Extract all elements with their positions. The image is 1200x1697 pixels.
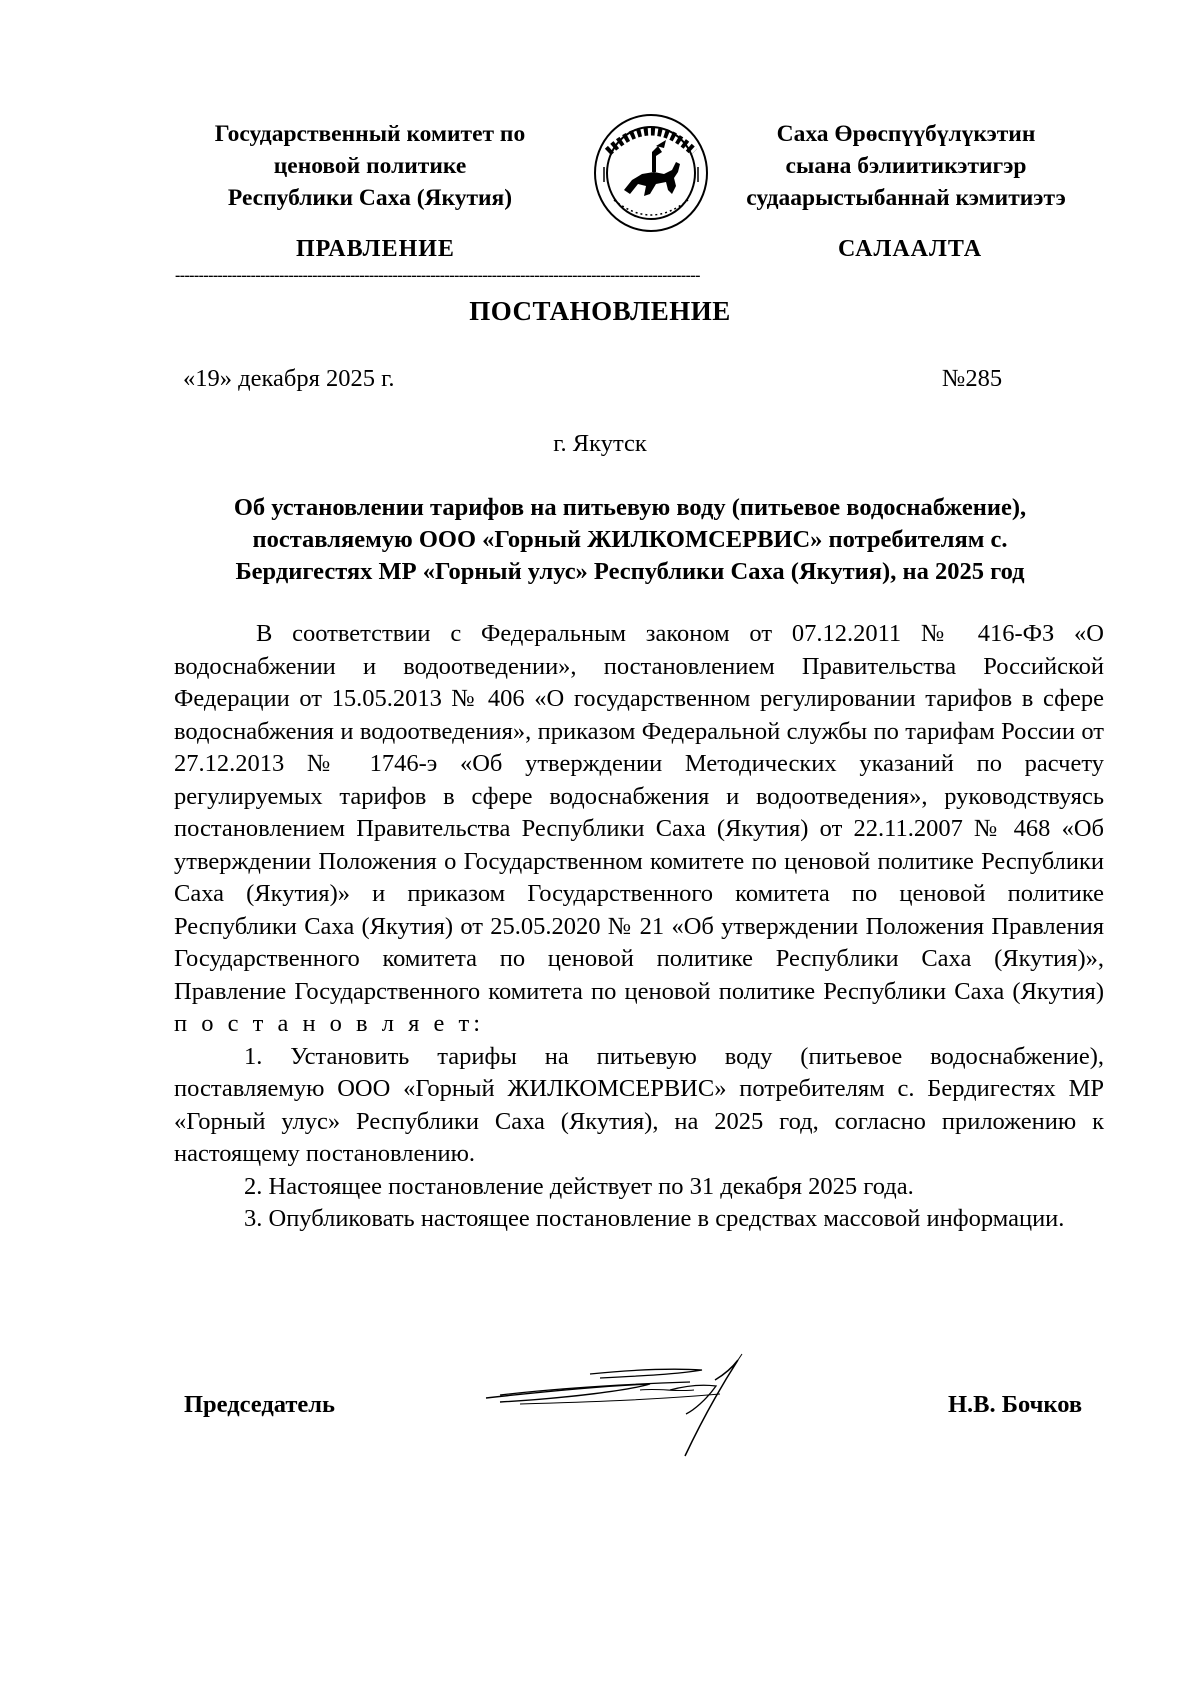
document-title: ПОСТАНОВЛЕНИЕ (469, 296, 731, 326)
header-separator: --------------------------------------------------------------------------------------------------------------- (175, 270, 700, 282)
document-number: №285 (942, 365, 1003, 392)
header-left-organization (184, 118, 556, 214)
signatory-name: Н.В. Бочков (948, 1391, 1083, 1418)
resolves-text: п о с т а н о в л я е т: (174, 1010, 485, 1037)
signatory-title: Председатель (184, 1391, 335, 1418)
subject-line: поставляемую ООО «Горный ЖИЛКОМСЕРВИС» потребителям с. (252, 526, 1008, 553)
document-date: «19» декабря 2025 г. (183, 365, 395, 392)
document-body (174, 618, 1104, 1236)
resolution-item: 2. Настоящее постановление действует по 31 декабря 2025 года. (244, 1172, 914, 1200)
preamble-text: В соответствии с Федеральным законом от 07.12.2011 № 416-ФЗ «О водоснабжении и водоотведении», постановлением Правительства Российской Федерации от 15.05.2013 № 406 «О государственном регулировании тарифов в сфере водоснабжения и водоотведения», приказом Федеральной службы по тарифам России от 27.12.2013 № 1746-э «Об утверждении Методических указаний по расчету регулируемых тарифов в сфере водоснабжения и водоотведения», руководствуясь постановлением Правительства Республики Саха (Якутия) от 22.11.2007 № 468 «Об утверждении Положения о Государственном комитете по ценовой политике Республики Саха (Якутия)» и приказом Государственного комитета по ценовой политике Республики Саха (Якутия) от 25.05.2020 № 21 «Об утверждении Положения Правления Государственного комитета по ценовой политике Республики Саха (Якутия)», Правление Государственного комитета по ценовой политике Республики Саха (Якутия) (174, 620, 1104, 1005)
header-left-line: Республики Саха (Якутия) (227, 185, 513, 211)
header-left-department: ПРАВЛЕНИЕ (296, 236, 455, 262)
header-right-line: сыана бэлиитикэтигэр (785, 153, 1027, 179)
resolution-item: 1. Установить тарифы на питьевую воду (питьевое водоснабжение), поставляемую ООО «Горный ЖИЛКОМСЕРВИС» потребителям с. Бердигестях МР «Горный улус» Республики Саха (Якутия), на 2025 год, согласно приложению к настоящему постановлению. (174, 1042, 1104, 1167)
document-city: г. Якутск (553, 430, 647, 457)
handwritten-signature-icon (480, 1340, 780, 1465)
header-right-line: Саха Өрөспүүбүлүкэтин (776, 121, 1036, 147)
subject-line: Бердигестях МР «Горный улус» Республики Саха (Якутия), на 2025 год (235, 558, 1025, 585)
subject-line: Об установлении тарифов на питьевую воду (питьевое водоснабжение), (233, 494, 1027, 521)
preamble-paragraph (174, 618, 1104, 1041)
document-subject (160, 492, 1100, 588)
resolution-item: 3. Опубликовать настоящее постановление в средствах массовой информации. (244, 1205, 1065, 1232)
header-left-line: Государственный комитет по (214, 121, 526, 147)
sakha-coat-of-arms-icon (592, 112, 710, 234)
header-left-line: ценовой политике (273, 153, 467, 179)
header-right-organization (716, 118, 1096, 214)
header-right-department: САЛААЛТА (838, 236, 983, 262)
header-right-line: судаарыстыбаннай кэмитиэтэ (746, 185, 1066, 211)
